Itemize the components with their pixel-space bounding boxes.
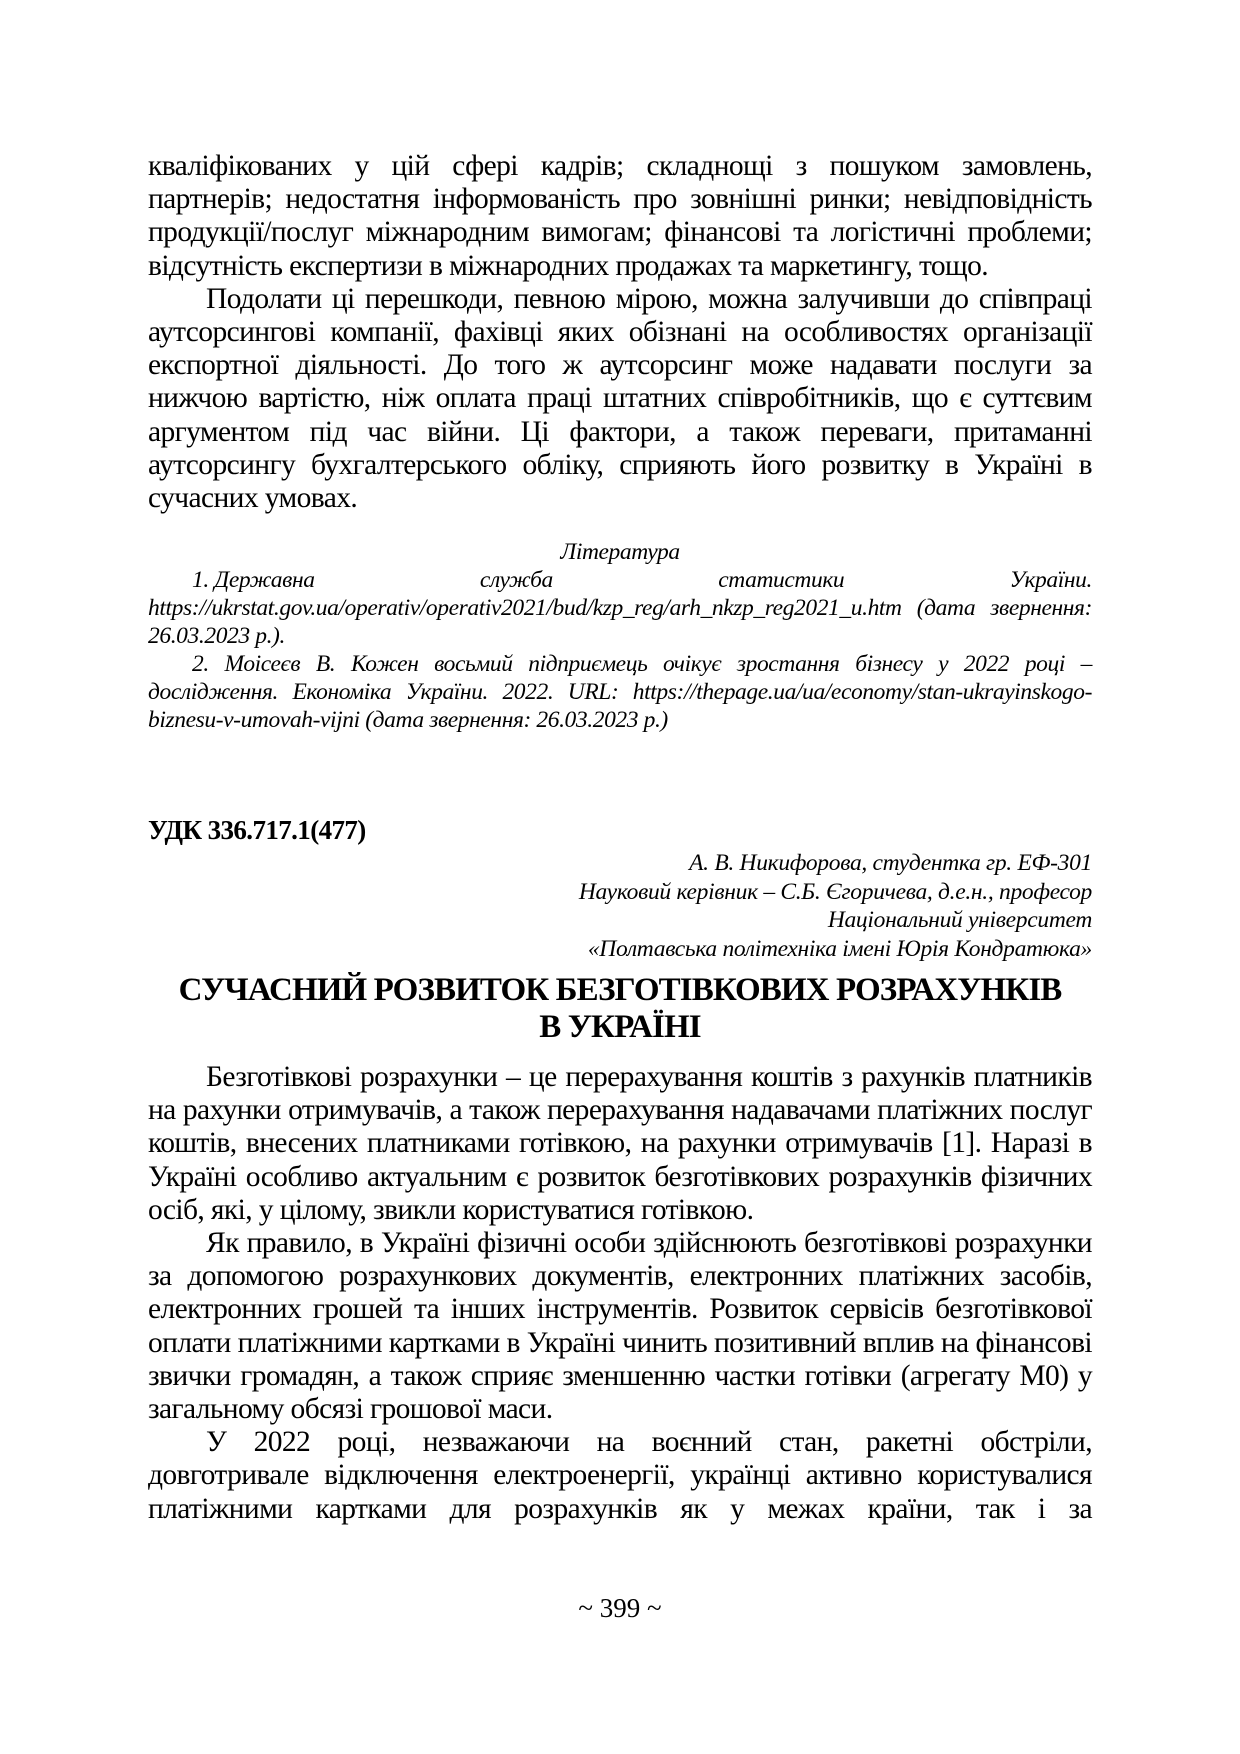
previous-article-body [148,150,1092,515]
reference-item-2: 2. Моісеєв В. Кожен восьмий підприємець очікує зростання бізнесу у 2022 році – дослідження. Економіка України. 2022. URL: https://thepage.ua/ua/economy/stan-ukrayinskogo-biznesu-v-umovah-vijni (дата звернення: 26.03.2023 р.) [148,651,1092,733]
udk-code: УДК 336.717.1(477) [148,815,366,845]
affiliation-line: Національний університет [827,907,1092,933]
article-title [148,972,1092,1046]
article-body [148,1061,1092,1526]
author-block [148,849,1092,963]
word: 1. Державна [192,567,315,593]
paragraph: Подолати ці перешкоди, певною мірою, можна залучивши до співпраці аутсорсингові компанії, фахівці яких обізнані на особливостях організації експортної діяльності. До того ж аутсорсинг може надавати послуги за нижчою вартістю, ніж оплата праці штатних співробітників, що є суттєвим аргументом під час війни. Ці фактори, а також переваги, притаманні аутсорсингу бухгалтерського обліку, сприяють його розвитку в Україні в сучасних умовах. [148,282,1092,515]
reference-1-rest: https://ukrstat.gov.ua/operativ/operativ2021/bud/kzp_reg/arh_nkzp_reg2021_u.htm (дата звернення: 26.03.2023 р.). [148,595,1092,649]
paragraph: У 2022 році, незважаючи на воєнний стан, ракетні обстріли, довготривале відключення електроенергії, українці активно користувалися платіжними картками для розрахунків як у межах країни, так і за [148,1426,1092,1525]
paragraph: кваліфікованих у цій сфері кадрів; складнощі з пошуком замовлень, партнерів; недостатня інформованість про зовнішні ринки; невідповідність продукції/послуг міжнародним вимогам; фінансові та логістичні проблеми; відсутність експертизи в міжнародних продажах та маркетингу, тощо. [148,150,1092,282]
word: статистики [718,567,845,593]
references-section [148,538,1092,734]
page-number: ~ 399 ~ [578,1593,662,1623]
reference-item-1 [148,566,1092,650]
paragraph: Безготівкові розрахунки – це перерахування коштів з рахунків платників на рахунки отримувачів, а також перерахування надавачами платіжних послуг коштів, внесених платниками готівкою, на рахунки отримувачів [1]. Наразі в Україні особливо актуальним є розвиток безготівкових розрахунків фізичних осіб, які, у цілому, звикли користуватися готівкою. [148,1061,1092,1226]
references-title: Література [560,539,680,565]
word: служба [479,567,553,593]
affiliation-line: «Полтавська політехніка імені Юрія Кондратюка» [587,935,1092,962]
title-line-1: СУЧАСНИЙ РОЗВИТОК БЕЗГОТІВКОВИХ РОЗРАХУНКІВ [178,972,1062,1008]
supervisor-line: Науковий керівник – С.Б. Єгоричева, д.е.н., професор [578,878,1092,905]
paragraph: Як правило, в Україні фізичні особи здійснюють безготівкові розрахунки за допомогою розрахункових документів, електронних платіжних засобів, електронних грошей та інших інструментів. Розвиток сервісів безготівкової оплати платіжними картками в Україні чинить позитивний вплив на фінансові звички громадян, а також сприяє зменшенню частки готівки (агрегату М0) у загальному обсязі грошової маси. [148,1227,1092,1426]
author-line: А. В. Никифорова, студентка гр. ЕФ-301 [689,850,1092,876]
reference-1-head [148,566,1092,594]
title-line-2: В УКРАЇНІ [539,1009,701,1045]
word: України. [1009,567,1092,593]
